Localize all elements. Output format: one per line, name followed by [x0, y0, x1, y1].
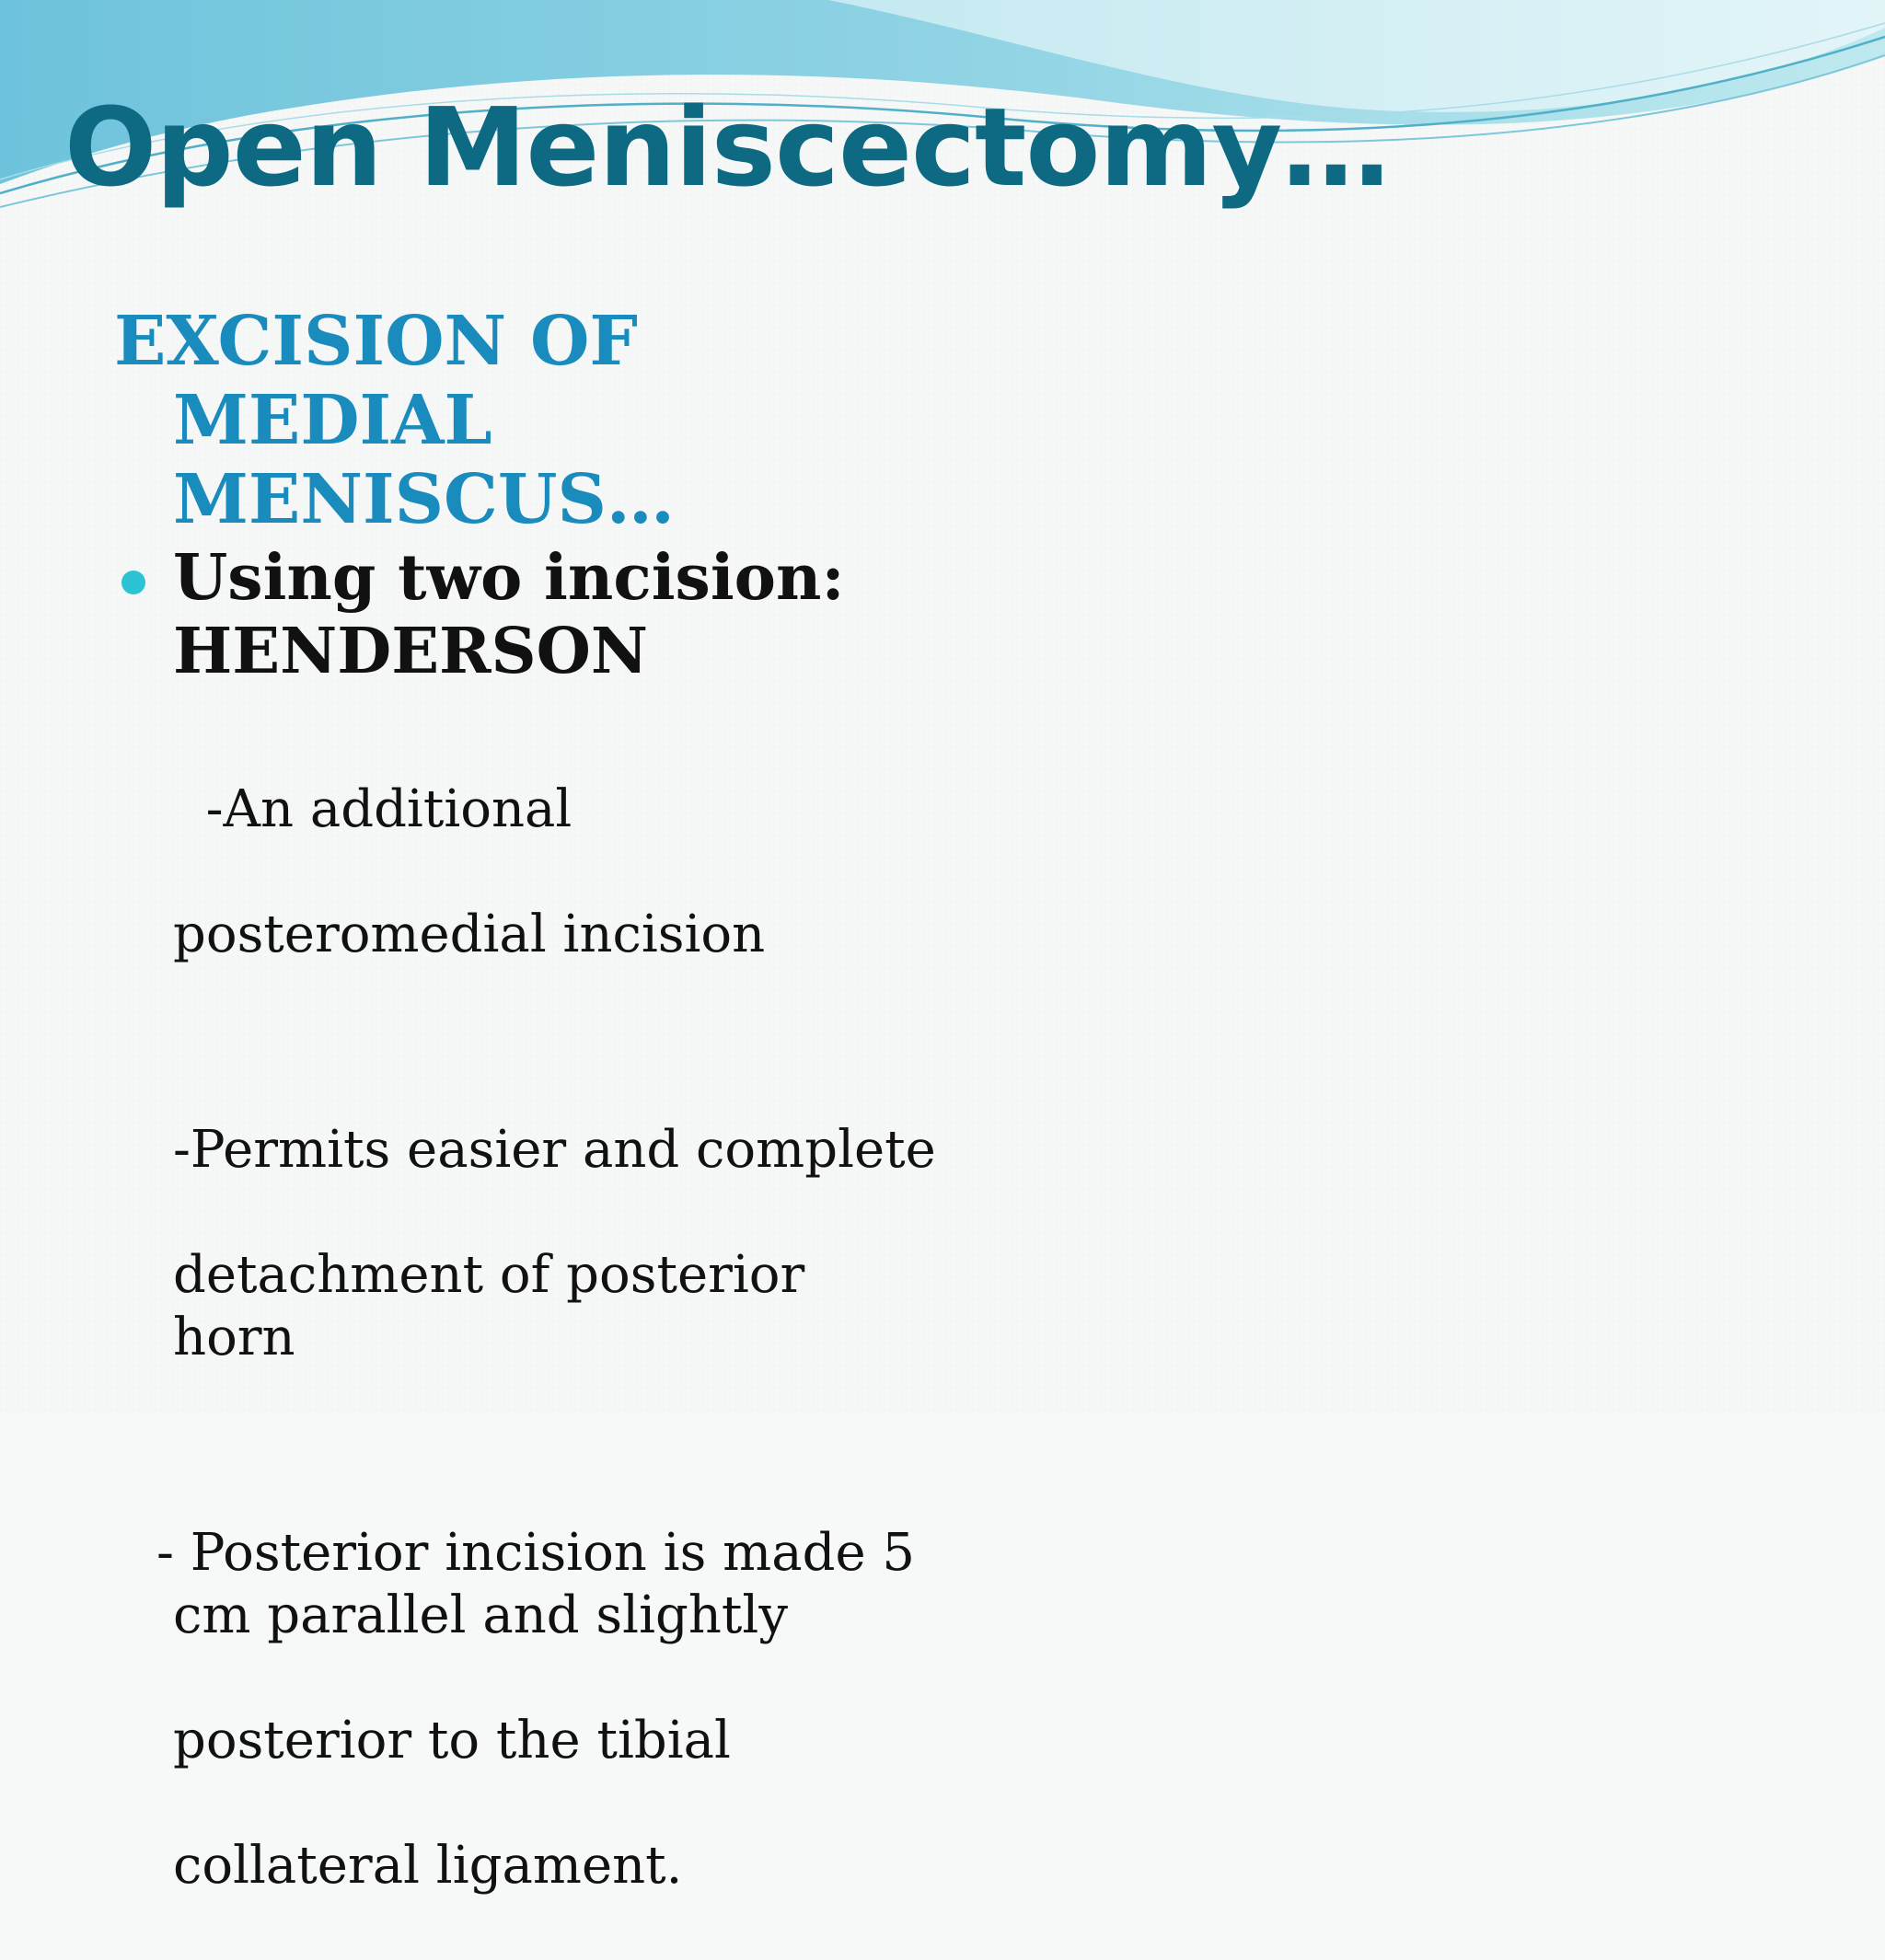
paragraph-3-line-4: collateral ligament. [173, 1836, 683, 1896]
bullet-line-2: HENDERSON [173, 615, 649, 688]
paragraph-posterior-incision [114, 1459, 942, 1960]
paragraph-3-line-1: - Posterior incision is made 5 [156, 1523, 916, 1583]
paragraph-permits-detachment [114, 1056, 942, 1369]
paragraph-additional-incision [114, 716, 942, 966]
slide-content [114, 302, 942, 1960]
paragraph-1-line-1: -An additional [173, 779, 572, 839]
paragraph-3-line-3: posterior to the tibial [173, 1711, 731, 1770]
paragraph-1-line-2: posteromedial incision [173, 905, 766, 964]
bullet-item [114, 541, 942, 688]
paragraph-3-line-2: cm parallel and slightly [173, 1585, 788, 1645]
paragraph-2-line-1: -Permits easier and complete [173, 1120, 936, 1180]
paragraph-2-line-2: detachment of posterior horn [173, 1245, 805, 1367]
section-subheading: EXCISION OF MEDIAL MENISCUS… [114, 302, 675, 539]
slide-title: Open Meniscectomy… [64, 84, 1390, 211]
bullet-icon [121, 571, 145, 594]
bullet-text [173, 541, 942, 688]
bullet-line-1: Using two incision: [173, 541, 845, 615]
